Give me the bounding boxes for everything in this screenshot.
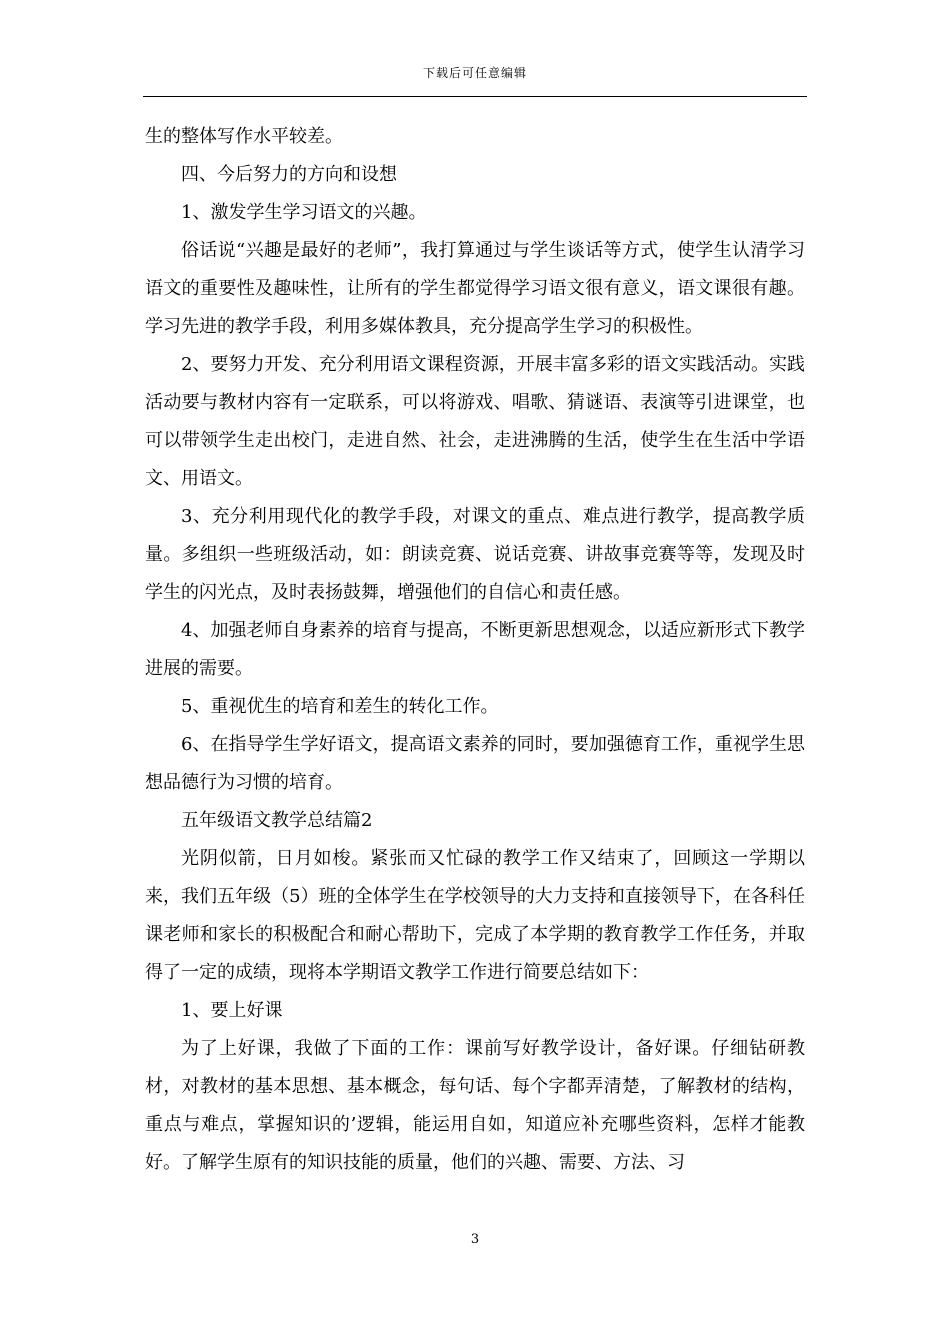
paragraph: 2、要努力开发、充分利用语文课程资源，开展丰富多彩的语文实践活动。实践活动要与教材内容有一定联系，可以将游戏、唱歌、猜谜语、表演等引进课堂，也可以带领学生走出校门，走进自然、社会，走进沸腾的生活，使学生在生活中学语文、用语文。 bbox=[145, 354, 805, 489]
page-header: 下载后可任意编辑 bbox=[422, 66, 527, 80]
paragraph: 为了上好课，我做了下面的工作：课前写好教学设计，备好课。仔细钻研教材，对教材的基本思想、基本概念，每句话、每个字都弄清楚，了解教材的结构，重点与难点，掌握知识的’逻辑，能运用自如，知道应补充哪些资料，怎样才能教好。了解学生原有的知识技能的质量，他们的兴趣、需要、方法、习 bbox=[145, 1038, 805, 1173]
section-heading: 四、今后努力的方向和设想 bbox=[181, 164, 397, 185]
paragraph: 3、充分利用现代化的教学手段，对课文的重点、难点进行教学，提高教学质量。多组织一些班级活动，如：朗读竞赛、说话竞赛、讲故事竞赛等等，发现及时学生的闪光点，及时表扬鼓舞，增强他们的自信心和责任感。 bbox=[145, 506, 805, 603]
article-title: 五年级语文教学总结篇2 bbox=[181, 810, 373, 831]
paragraph: 1、激发学生学习语文的兴趣。 bbox=[181, 202, 427, 223]
document-body bbox=[145, 118, 805, 1182]
header-divider bbox=[143, 96, 807, 97]
paragraph: 俗话说“兴趣是最好的老师”，我打算通过与学生谈话等方式，使学生认清学习语文的重要性及趣味性，让所有的学生都觉得学习语文很有意义，语文课很有趣。学习先进的教学手段，利用多媒体教具，充分提高学生学习的积极性。 bbox=[145, 240, 805, 337]
paragraph: 光阴似箭，日月如梭。紧张而又忙碌的教学工作又结束了，回顾这一学期以来，我们五年级（5）班的全体学生在学校领导的大力支持和直接领导下，在各科任课老师和家长的积极配合和耐心帮助下，完成了本学期的教育教学工作任务，并取得了一定的成绩，现将本学期语文教学工作进行简要总结如下： bbox=[145, 848, 805, 983]
page-number: 3 bbox=[470, 1232, 480, 1247]
paragraph: 1、要上好课 bbox=[181, 1000, 283, 1021]
paragraph: 5、重视优生的培育和差生的转化工作。 bbox=[181, 696, 499, 717]
paragraph: 生的整体写作水平较差。 bbox=[145, 126, 343, 147]
paragraph: 6、在指导学生学好语文，提高语文素养的同时，要加强德育工作，重视学生思想品德行为习惯的培育。 bbox=[145, 734, 805, 793]
paragraph: 4、加强老师自身素养的培育与提高，不断更新思想观念，以适应新形式下教学进展的需要。 bbox=[145, 620, 805, 679]
